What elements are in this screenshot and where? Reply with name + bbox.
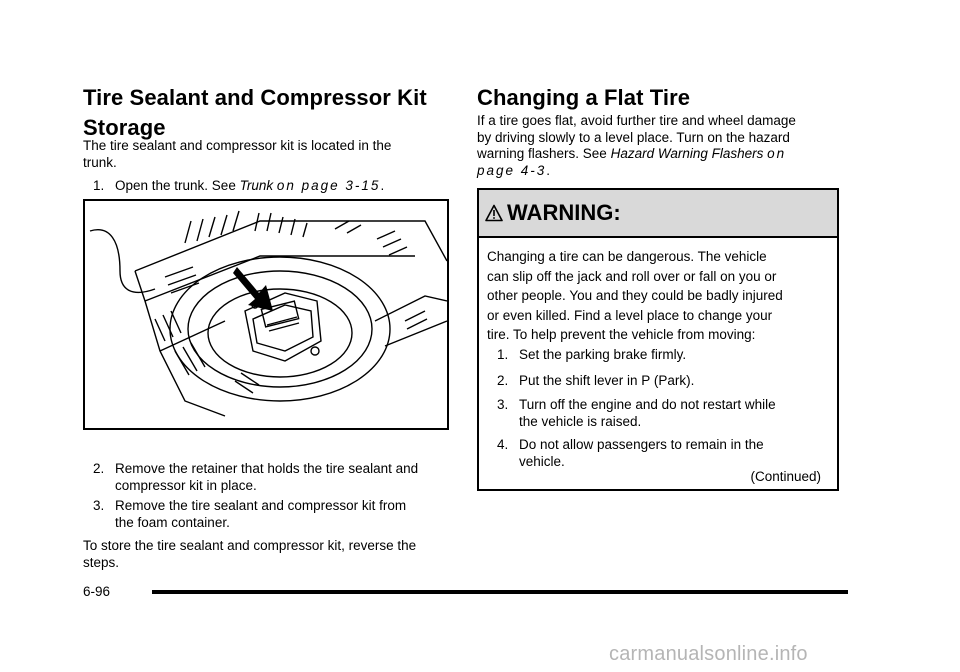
footer-rule (152, 590, 848, 594)
warning-triangle-icon (485, 204, 503, 222)
intro-paragraph: The tire sealant and compressor kit is located in the trunk. (83, 138, 392, 170)
trunk-reference-link[interactable]: Trunk (239, 178, 274, 193)
changing-flat-tire-heading: Changing a Flat Tire (477, 85, 691, 110)
watermark: carmanualsonline.info (609, 643, 808, 665)
warning-list (497, 345, 833, 470)
warning-text: Changing a tire can be dangerous. The vehicle can slip off the jack and roll over or fall on you or other people. You and they could be badly injured or even killed. Find a level place to change your tire. To help prevent the vehicle from moving: (487, 249, 783, 342)
step-1: 1. Open the trunk. See Trunk on page 3-15. (93, 178, 385, 193)
list-item: 1. Set the parking brake firmly. (497, 347, 687, 362)
section-heading: Tire Sealant and Compressor Kit Storage (83, 85, 427, 140)
flat-tire-intro: If a tire goes flat, avoid further tire and wheel damage by driving slowly to a level place. Turn on the hazard warning flashers. See Hazard Warning Flashers on page 4-3. (477, 113, 796, 178)
trunk-page-reference[interactable]: on page 3-15 (276, 178, 381, 193)
step-2: 2. Remove the retainer that holds the tire sealant and compressor kit in place. (93, 461, 419, 493)
hazard-flashers-reference-link[interactable]: Hazard Warning Flashers (610, 146, 764, 161)
compressor-kit-diagram (85, 201, 447, 428)
step-3: 3. Remove the tire sealant and compressor kit from the foam container. (93, 498, 407, 530)
page-number: 6-96 (83, 584, 111, 599)
outro-paragraph: To store the tire sealant and compressor kit, reverse the steps. (83, 538, 417, 570)
warning-box (477, 188, 839, 491)
list-item: 3. Turn off the engine and do not restart while the vehicle is raised. (497, 397, 776, 429)
hazard-page-reference[interactable]: page 4-3 (477, 162, 547, 178)
list-item: 4. Do not allow passengers to remain in the vehicle. (497, 437, 764, 469)
list-item: 2. Put the shift lever in P (Park). (497, 372, 695, 388)
continued-label: (Continued) (750, 469, 821, 484)
warning-header (479, 190, 837, 238)
trunk-illustration (83, 199, 449, 430)
warning-title: WARNING: (507, 200, 621, 225)
